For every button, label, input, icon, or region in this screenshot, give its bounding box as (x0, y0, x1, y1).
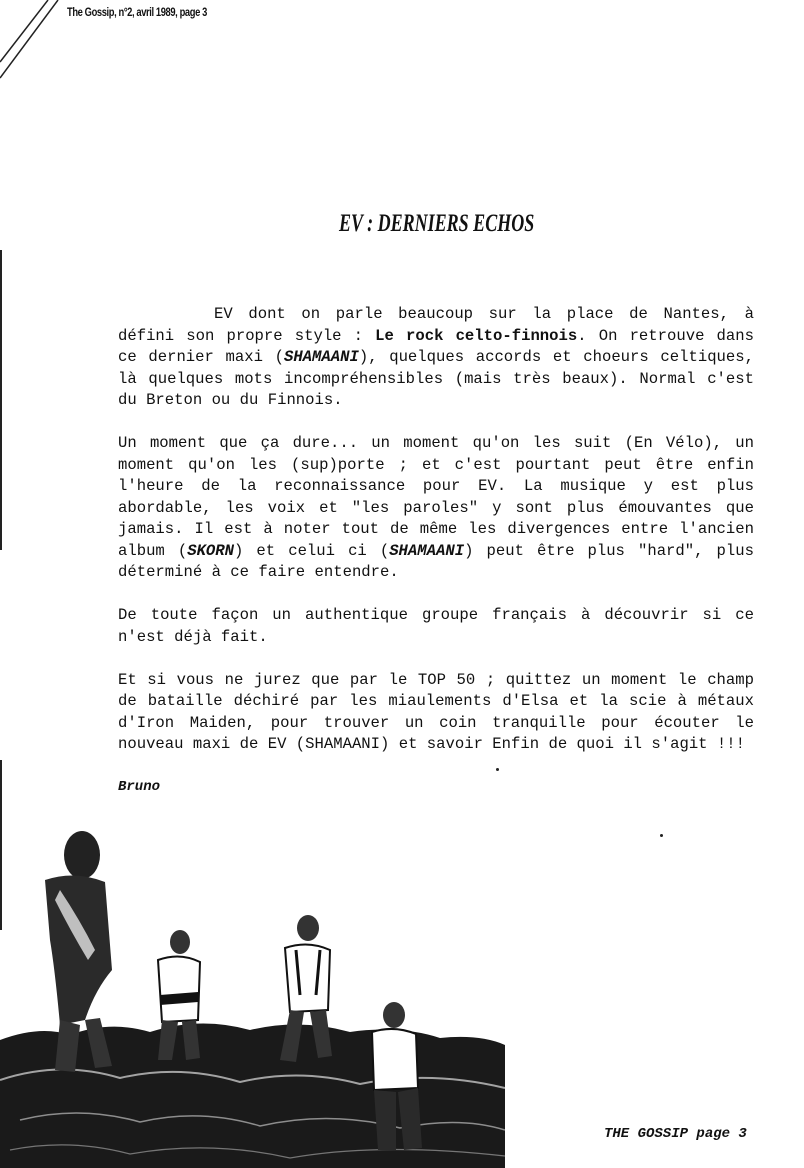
scan-edge-mark (0, 250, 2, 550)
page-footer: THE GOSSIP page 3 (604, 1126, 747, 1142)
print-speck (496, 768, 499, 771)
band-photo (0, 820, 505, 1168)
paragraph-4: Et si vous ne jurez que par le TOP 50 ; quittez un moment le champ de bataille déchiré par les miaulements d'Elsa et la scie à métaux d'Iron Maiden, pour trouver un coin tranquille pour écouter le nouveau maxi de EV (SHAMAANI) et savoir Enfin de quoi il s'agit !!! (118, 670, 754, 753)
album-title: SHAMAANI (283, 348, 359, 366)
author-signature: Bruno (118, 779, 161, 795)
paragraph-3: De toute façon un authentique groupe français à découvrir si ce n'est déjà fait. (118, 606, 754, 646)
genre-highlight: Le rock celto-finnois (375, 326, 578, 345)
paragraph-2: Un moment que ça dure... un moment qu'on les suit (En Vélo), un moment qu'on les (sup)porte ; et c'est pourtant peut être enfin l'heure de la reconnaissance pour EV. La musique y est plus abordable, les voix et "les paroles" y sont plus émouvantes que jamais. Il est à noter tout de même les divergences entre l'ancien album (SKORN) et celui ci (SHAMAANI) peut être plus "hard", plus déterminé à ce faire entendre. (118, 434, 754, 581)
running-header: The Gossip, n°2, avril 1989, page 3 (67, 5, 207, 19)
paragraph-1: EV dont on parle beaucoup sur la place de Nantes, à défini son propre style : Le rock celto-finnois. On retrouve dans ce dernier maxi (SHAMAANI), quelques accords et choeurs celtiques, là quelques mots incompréhensibles (mais très beaux). Normal c'est du Breton ou du Finnois. (118, 305, 754, 409)
article-body (118, 304, 754, 820)
print-speck (660, 834, 663, 837)
album-title: SKORN (187, 541, 235, 560)
album-title: SHAMAANI (389, 541, 465, 560)
article-title: EV : DERNIERS ECHOS (339, 210, 535, 237)
corner-fold-lines (0, 0, 70, 80)
